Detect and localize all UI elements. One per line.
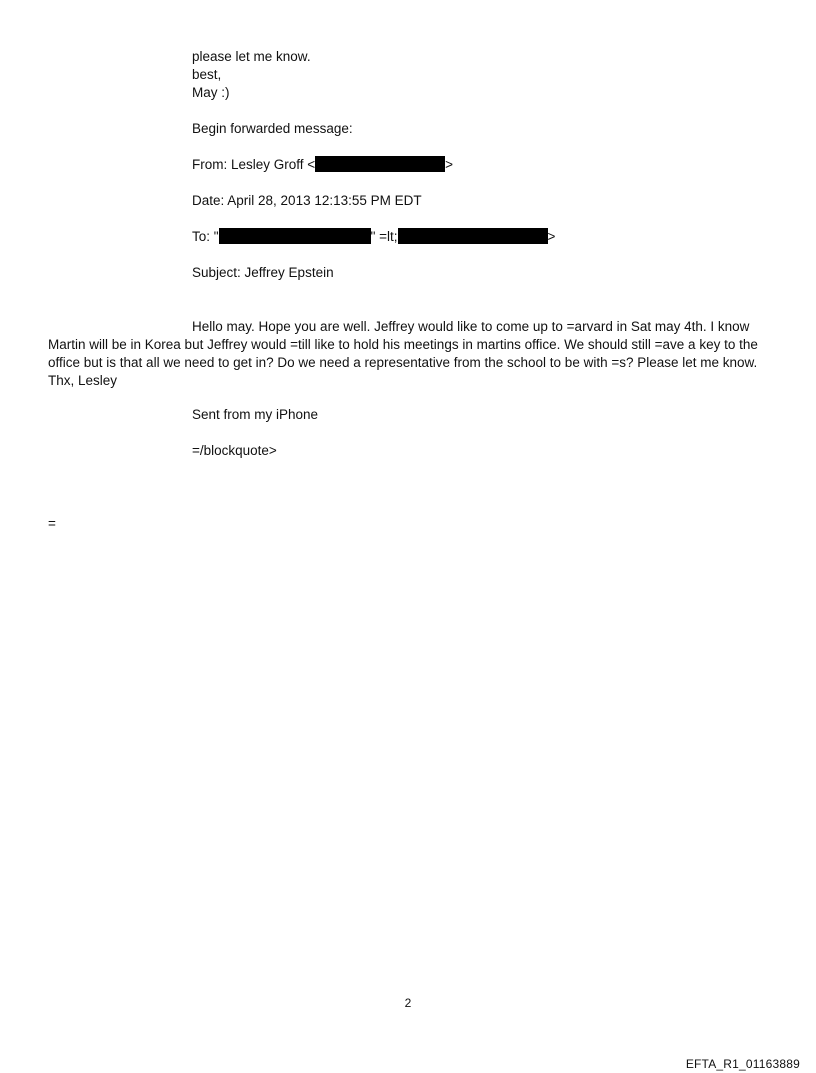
redaction-box [398,228,548,244]
trailing-equals: = [48,516,56,531]
closing-line-1: please let me know. [192,49,311,64]
redaction-box [219,228,371,244]
signature-line: Sent from my iPhone [192,407,319,422]
page-number: 2 [404,996,412,1010]
subject-line: Subject: Jeffrey Epstein [192,265,334,280]
date-line: Date: April 28, 2013 12:13:55 PM EDT [192,193,422,208]
email-body-paragraph: Hello may. Hope you are well. Jeffrey would like to come up to =arvard in Sat may 4th. I know Martin will be in Korea but Jeffrey would =till like to hold his meetings in martins office. We should still =ave a key to the office but is that all we need to get in? Do we need a representative from the school to be with =s? Please let me know. Thx, Lesley [48,319,758,388]
from-label: From: Lesley Groff < [192,157,316,172]
to-end: > [547,229,556,244]
to-label: To: " [192,229,219,244]
closing-line-2: best, [192,67,222,82]
from-line [192,156,453,174]
to-line [192,228,555,246]
document-id: EFTA_R1_01163889 [685,1057,800,1071]
from-end: > [445,157,454,172]
redaction-box [315,156,445,172]
closing-line-3: May :) [192,85,230,100]
to-middle: " =lt; [370,229,398,244]
blockquote-close-line: =/blockquote> [192,443,277,458]
forward-intro: Begin forwarded message: [192,121,353,136]
